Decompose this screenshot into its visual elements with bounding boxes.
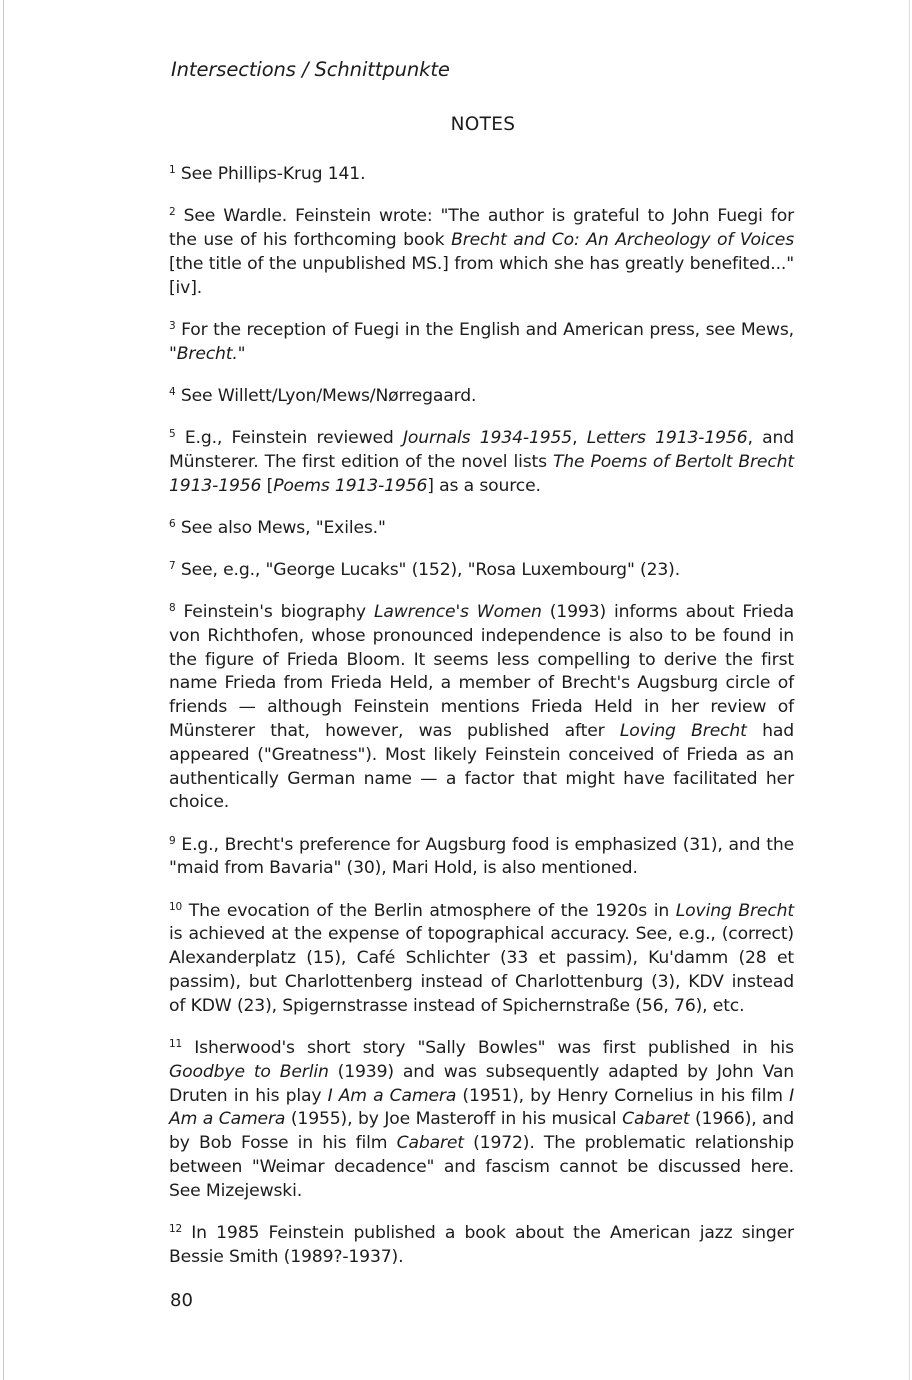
footnote-number: 3 [169, 319, 176, 332]
footnote-number: 4 [169, 385, 176, 398]
footnote-number: 2 [169, 206, 176, 219]
footnote-text: (1951), by Henry Cornelius in his film [456, 1085, 790, 1106]
footnote-text: ] as a source. [427, 475, 541, 496]
footnote-5 [169, 427, 794, 498]
footnote-italic-text: Cabaret [396, 1133, 464, 1154]
footnote-number: 1 [169, 164, 176, 176]
footnote-text: In 1985 Feinstein published a book about the American jazz singer Bessie Smith (1989?-1937). [169, 1222, 794, 1267]
footnote-text: (1955), by Joe Masteroff in his musical [285, 1109, 623, 1130]
footnote-italic-text: Goodbye to Berlin [169, 1061, 329, 1082]
footnote-italic-text: I Am a Camera [327, 1085, 457, 1106]
footnote-italic-text: Poems 1913-1956 [273, 475, 428, 496]
footnote-9 [169, 834, 794, 882]
footnote-text: [ [261, 475, 274, 496]
footnote-number: 6 [169, 517, 176, 530]
footnote-text: See Wardle. Feinstein wrote: "The author is grateful to John Fuegi for the use of his forthcoming book [169, 206, 794, 250]
footnote-number: 9 [169, 834, 176, 847]
footnote-text: had appeared ("Greatness"). Most likely Feinstein conceived of Frieda as an authentically German name — a factor that might have facilitated her choice. [169, 721, 795, 813]
footnote-text: (1966), and by Bob Fosse in his film [169, 1109, 795, 1154]
footnote-number: 7 [169, 559, 176, 572]
footnote-text: (1972). The problematic relationship between "Weimar decadence" and fascism cannot be discussed here. See Mizejewski. [169, 1133, 794, 1201]
footnote-text: See also Mews, "Exiles." [180, 517, 386, 538]
footnote-italic-text: Letters 1913-1956 [586, 427, 748, 448]
page-edge-right [909, 0, 910, 1380]
footnote-7 [169, 559, 794, 583]
footnote-number: 8 [169, 602, 176, 615]
footnote-text: E.g., Feinstein reviewed [184, 427, 403, 448]
footnote-10 [169, 900, 794, 1019]
footnote-text: See Phillips-Krug 141. [180, 164, 366, 184]
footnote-8 [169, 601, 794, 815]
footnote-4 [169, 385, 794, 409]
page-number: 80 [170, 1290, 193, 1311]
footnote-text: E.g., Brecht's preference for Augsburg food is emphasized (31), and the "maid from Bavaria" (30), Mari Hold, is also mentioned. [169, 834, 794, 879]
notes-list [169, 163, 794, 1288]
footnote-text: is achieved at the expense of topographical accuracy. See, e.g., (correct) Alexanderplatz (15), Café Schlichter (33 et passim), Ku'damm (28 et passim), but Charlottenberg instead of Charlottenburg (3), KDV instead of KDW (23), Spigernstrasse instead of Spichernstraße (56, 76), etc. [169, 924, 794, 1016]
footnote-text: The evocation of the Berlin atmosphere of the 1920s in [188, 900, 676, 921]
footnote-italic-text: The Poems of Bertolt Brecht 1913-1956 [169, 451, 794, 496]
footnote-text: See Willett/Lyon/Mews/Nørregaard. [180, 385, 477, 406]
footnote-italic-text: Loving Brecht [675, 900, 794, 921]
footnote-text: , and Münsterer. The first edition of the novel lists [169, 427, 794, 472]
footnote-number: 5 [169, 427, 176, 440]
footnote-italic-text: Cabaret [622, 1109, 690, 1130]
page-edge-left [3, 0, 4, 1380]
footnote-text: For the reception of Fuegi in the English and American press, see Mews, [181, 319, 794, 340]
footnote-3 [169, 319, 794, 367]
footnote-number: 10 [169, 900, 183, 913]
footnote-italic-text: I Am a Camera [169, 1085, 794, 1130]
footnote-11 [169, 1037, 794, 1204]
footnote-1 [169, 163, 794, 187]
footnote-12 [169, 1222, 794, 1270]
footnote-italic-text: Lawrence's Women [373, 602, 542, 623]
running-head: Intersections / Schnittpunkte [171, 58, 450, 81]
footnote-italic-text: Loving Brecht [619, 721, 747, 742]
footnote-number: 11 [169, 1038, 183, 1051]
notes-heading: NOTES [450, 114, 516, 135]
footnote-6 [169, 517, 794, 541]
footnote-text: , [572, 427, 587, 448]
footnote-text: [the title of the unpublished MS.] from which she has greatly benefited..." [iv]. [169, 253, 794, 298]
footnote-italic-text: Journals 1934-1955 [402, 427, 573, 448]
footnote-text: See, e.g., "George Lucaks" (152), "Rosa Luxembourg" (23). [180, 559, 681, 580]
footnote-text: Feinstein's biography [183, 602, 374, 623]
footnote-number: 12 [169, 1222, 183, 1235]
footnote-italic-text: "Brecht." [169, 343, 246, 364]
footnote-2 [169, 205, 794, 300]
footnote-italic-text: Brecht and Co: An Archeology of Voices [451, 229, 795, 250]
footnote-text: (1993) informs about Frieda von Richthofen, whose pronounced independence is also to be found in the figure of Frieda Bloom. It seems less compelling to derive the first name Frieda from Frieda Held, a member of Brecht's Augsburg circle of friends — although Feinstein mentions Frieda Held in her review of Münsterer that, however, was published after [169, 602, 794, 742]
footnote-text: Isherwood's short story "Sally Bowles" was first published in his [194, 1038, 794, 1059]
footnote-text: (1939) and was subsequently adapted by John Van Druten in his play [169, 1061, 794, 1106]
